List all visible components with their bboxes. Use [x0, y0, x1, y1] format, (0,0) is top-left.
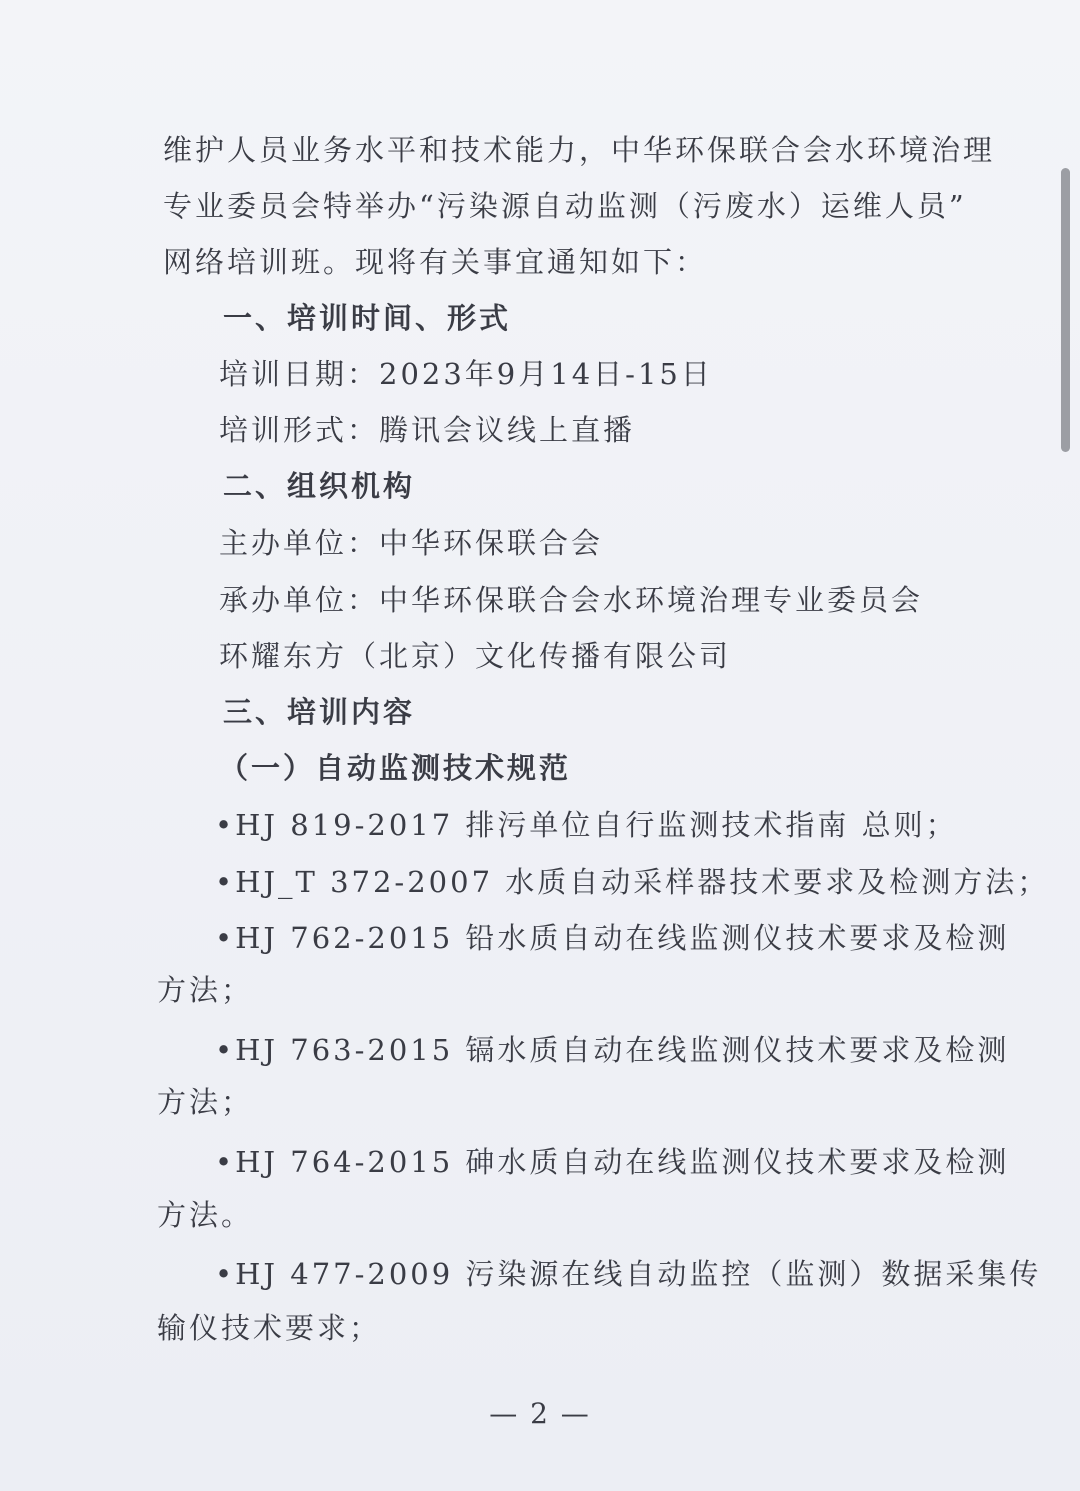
- training-date: 培训日期：2023年9月14日-15日: [219, 357, 713, 391]
- training-format: 培训形式：腾讯会议线上直播: [219, 413, 636, 447]
- body-text-line: 专业委员会特举办“污染源自动监测（污废水）运维人员”: [163, 189, 967, 223]
- co-organizer: 环耀东方（北京）文化传播有限公司: [219, 639, 732, 673]
- body-text-line: 维护人员业务水平和技术能力，中华环保联合会水环境治理: [163, 133, 996, 167]
- standard-list-item-continuation: 方法；: [157, 973, 254, 1007]
- organizer: 承办单位：中华环保联合会水环境治理专业委员会: [219, 583, 924, 617]
- standard-list-item: •HJ 477-2009 污染源在线自动监控（监测）数据采集传: [215, 1257, 1042, 1291]
- standard-list-item-continuation: 输仪技术要求；: [157, 1311, 382, 1345]
- body-text-line: 网络培训班。现将有关事宜通知如下：: [163, 245, 708, 279]
- standard-list-item: •HJ 763-2015 镉水质自动在线监测仪技术要求及检测: [215, 1033, 1010, 1067]
- standard-list-item: •HJ_T 372-2007 水质自动采样器技术要求及检测方法；: [215, 865, 1050, 899]
- page-number: — 2 —: [489, 1397, 591, 1430]
- subsection-heading: （一）自动监测技术规范: [219, 751, 572, 785]
- standard-list-item: •HJ 762-2015 铅水质自动在线监测仪技术要求及检测: [215, 921, 1010, 955]
- section-heading-2: 二、组织机构: [223, 469, 416, 503]
- standard-list-item-continuation: 方法。: [157, 1198, 254, 1232]
- host-organization: 主办单位：中华环保联合会: [219, 526, 604, 560]
- standard-list-item-continuation: 方法；: [157, 1085, 254, 1119]
- vertical-scrollbar[interactable]: [1061, 168, 1070, 452]
- section-heading-3: 三、培训内容: [223, 695, 416, 729]
- standard-list-item: •HJ 764-2015 砷水质自动在线监测仪技术要求及检测: [215, 1145, 1010, 1179]
- standard-list-item: •HJ 819-2017 排污单位自行监测技术指南 总则；: [215, 808, 958, 842]
- section-heading-1: 一、培训时间、形式: [223, 301, 512, 335]
